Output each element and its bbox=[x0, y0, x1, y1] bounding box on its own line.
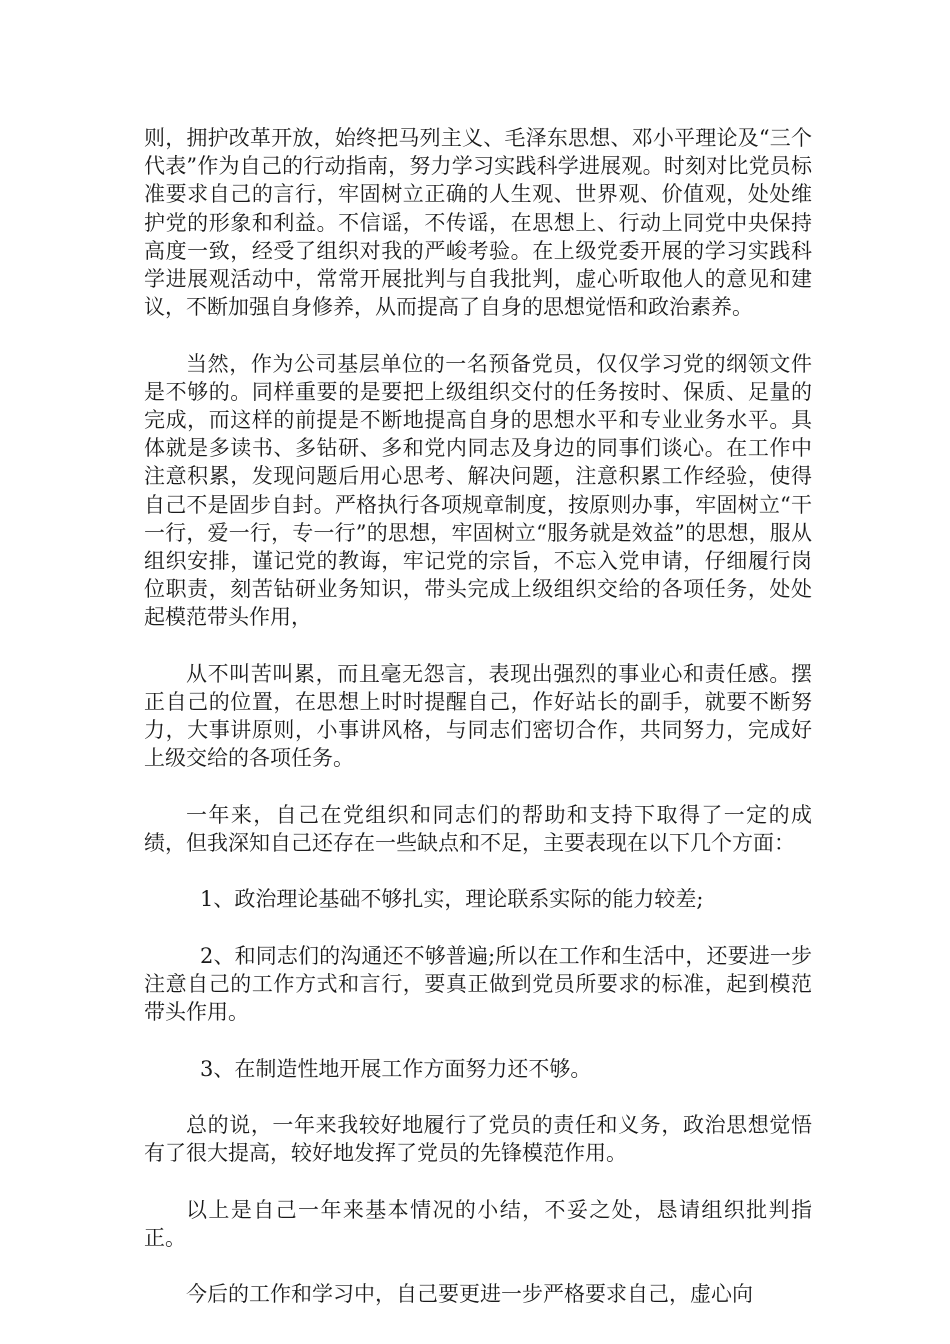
paragraph-3: 从不叫苦叫累，而且毫无怨言，表现出强烈的事业心和责任感。摆正自己的位置，在思想上时时提醒自己，作好站长的副手，就要不断努力，大事讲原则，小事讲风格，与同志们密切合作，共同努力，完成好上级交给的各项任务。 bbox=[144, 661, 812, 771]
list-item-1: 1、政治理论基础不够扎实，理论联系实际的能力较差; bbox=[200, 887, 704, 912]
paragraph-future: 今后的工作和学习中，自己要更进一步严格要求自己，虚心向 bbox=[186, 1282, 753, 1307]
document-page bbox=[144, 124, 812, 1337]
list-item-3: 3、在制造性地开展工作方面努力还不够。 bbox=[200, 1056, 592, 1081]
paragraph-summary: 总的说，一年来我较好地履行了党员的责任和义务，政治思想觉悟有了很大提高，较好地发挥了党员的先锋模范作用。 bbox=[144, 1113, 812, 1166]
list-item-2: 2、和同志们的沟通还不够普遍;所以在工作和生活中，还要进一步注意自己的工作方式和言行，要真正做到党员所要求的标准，起到模范带头作用。 bbox=[144, 943, 812, 1025]
paragraph-4: 一年来，自己在党组织和同志们的帮助和支持下取得了一定的成绩，但我深知自己还存在一些缺点和不足，主要表现在以下几个方面： bbox=[144, 802, 812, 856]
paragraph-closing: 以上是自己一年来基本情况的小结，不妥之处，恳请组织批判指正。 bbox=[144, 1197, 812, 1250]
paragraph-2: 当然，作为公司基层单位的一名预备党员，仅仅学习党的纲领文件是不够的。同样重要的是要把上级组织交付的任务按时、保质、足量的完成，而这样的前提是不断地提高自身的思想水平和专业业务水平。具体就是多读书、多钻研、多和党内同志及身边的同事们谈心。在工作中注意积累，发现问题后用心思考、解决问题，注意积累工作经验，使得自己不是固步自封。严格执行各项规章制度，按原则办事，牢固树立“干一行，爱一行，专一行”的思想，牢固树立“服务就是效益”的思想，服从组织安排，谨记党的教诲，牢记党的宗旨，不忘入党申请，仔细履行岗位职责，刻苦钻研业务知识，带头完成上级组织交给的各项任务，处处起模范带头作用， bbox=[144, 351, 812, 630]
paragraph-1: 则，拥护改革开放，始终把马列主义、毛泽东思想、邓小平理论及“三个代表”作为自己的行动指南，努力学习实践科学进展观。时刻对比党员标准要求自己的言行，牢固树立正确的人生观、世界观、价值观，处处维护党的形象和利益。不信谣，不传谣，在思想上、行动上同党中央保持高度一致，经受了组织对我的严峻考验。在上级党委开展的学习实践科学进展观活动中，常常开展批判与自我批判，虚心听取他人的意见和建议，不断加强自身修养，从而提高了自身的思想觉悟和政治素养。 bbox=[144, 126, 812, 320]
